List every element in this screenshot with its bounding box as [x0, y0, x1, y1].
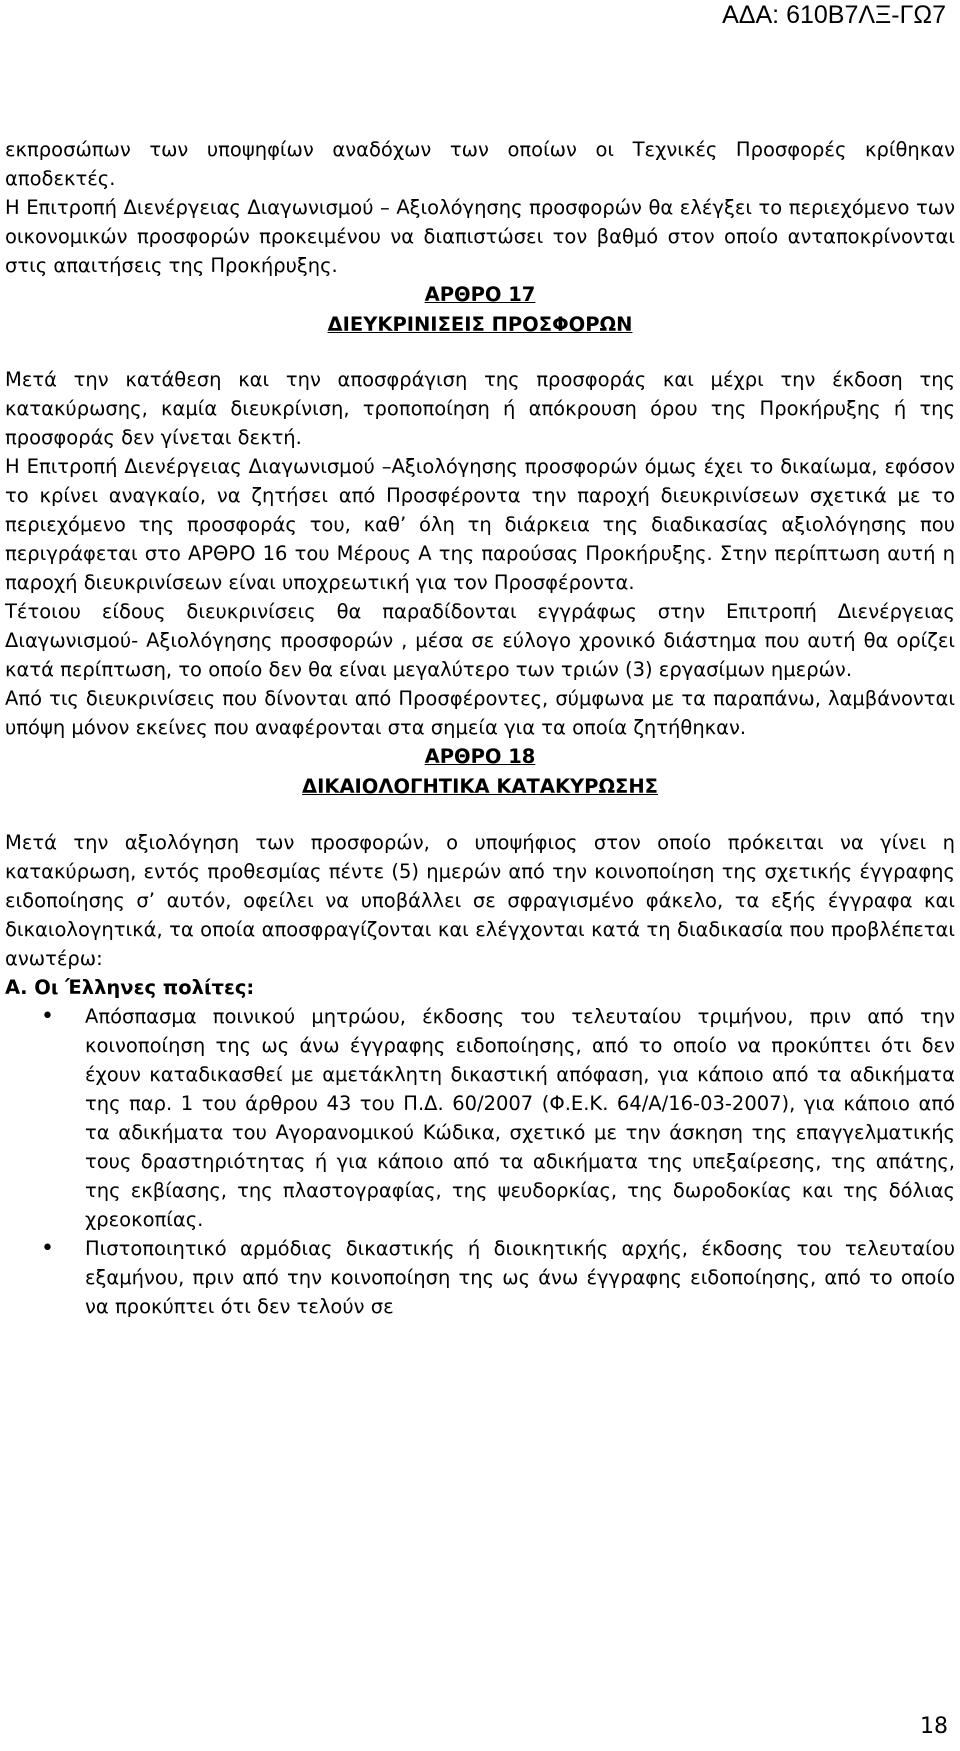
list-item	[5, 1002, 955, 1234]
requirements-list	[5, 1002, 955, 1321]
bullet-icon: •	[41, 1236, 54, 1261]
bullet-icon: •	[41, 1004, 54, 1029]
list-item-text: Πιστοποιητικό αρμόδιας δικαστικής ή διοικητικής αρχής, έκδοσης του τελευταίου εξαμήνου, πριν από την κοινοποίηση της ως άνω έγγραφης ειδοποίησης, από το οποίο να προκύπτει ότι δεν τελούν σε	[85, 1237, 955, 1318]
article-17-paragraph: Τέτοιου είδους διευκρινίσεις θα παραδίδονται εγγράφως στην Επιτροπή Διενέργειας Διαγωνισμού- Αξιολόγησης προσφορών , μέσα σε εύλογο χρονικό διάστημα που αυτή θα ορίζει κατά περίπτωση, το οποίο δεν θα είναι μεγαλύτερο των τριών (3) εργασίμων ημερών.	[5, 600, 955, 681]
article-18-intro: Μετά την αξιολόγηση των προσφορών, ο υποψήφιος στον οποίο πρόκειται να γίνει η κατακύρωση, εντός προθεσμίας πέντε (5) ημερών από την κοινοποίηση της σχετικής έγγραφης ειδοποίησης σ’ αυτόν, οφείλει να υποβάλλει σε σφραγισμένο φάκελο, τα εξής έγγραφα και δικαιολογητικά, τα οποία αποσφραγίζονται και ελέγχονται κατά τη διαδικασία που προβλέπεται ανωτέρω:	[5, 831, 955, 970]
article-17-paragraph: Μετά την κατάθεση και την αποσφράγιση της προσφοράς και μέχρι την έκδοση της κατακύρωσης, καμία διευκρίνιση, τροποποίηση ή απόκρουση όρου της Προκήρυξης ή της προσφοράς δεν γίνεται δεκτή.	[5, 368, 955, 449]
ada-code: ΑΔΑ: 610Β7ΛΞ-ΓΩ7	[722, 1, 946, 29]
document-body	[5, 135, 955, 1321]
article-17-paragraph: Η Επιτροπή Διενέργειας Διαγωνισμού –Αξιολόγησης προσφορών όμως έχει το δικαίωμα, εφόσον το κρίνει αναγκαίο, να ζητήσει από Προσφέροντα την παροχή διευκρινίσεων σχετικά με το περιεχόμενο της προσφοράς του, καθ’ όλη τη διάρκεια της διαδικασίας αξιολόγησης που περιγράφεται στο ΑΡΘΡΟ 16 του Μέρους Α της παρούσας Προκήρυξης. Στην περίπτωση αυτή η παροχή διευκρινίσεων είναι υποχρεωτική για τον Προσφέροντα.	[5, 455, 955, 594]
greek-citizens-subheading: Α. Οι Έλληνες πολίτες:	[5, 976, 255, 999]
article-18-number: ΑΡΘΡΟ 18	[424, 745, 536, 768]
intro-paragraph: Η Επιτροπή Διενέργειας Διαγωνισμού – Αξιολόγησης προσφορών θα ελέγξει το περιεχόμενο των οικονομικών προσφορών προκειμένου να διαπιστώσει τον βαθμό στον οποίο ανταποκρίνονται στις απαιτήσεις της Προκήρυξης.	[5, 196, 955, 277]
intro-paragraph: εκπροσώπων των υποψηφίων αναδόχων των οποίων οι Τεχνικές Προσφορές κρίθηκαν αποδεκτές.	[5, 138, 955, 190]
list-item	[5, 1234, 955, 1321]
article-17-number: ΑΡΘΡΟ 17	[424, 283, 536, 306]
article-18-body	[5, 828, 955, 1321]
article-17-body	[5, 365, 955, 742]
article-17-paragraph: Από τις διευκρινίσεις που δίνονται από Προσφέροντες, σύμφωνα με τα παραπάνω, λαμβάνονται υπόψη μόνον εκείνες που αναφέρονται στα σημεία για τα οποία ζητήθηκαν.	[5, 687, 955, 739]
article-18-title: ΔΙΚΑΙΟΛΟΓΗΤΙΚΑ ΚΑΤΑΚΥΡΩΣΗΣ	[302, 775, 658, 798]
article-17-title: ΔΙΕΥΚΡΙΝΙΣΕΙΣ ΠΡΟΣΦΟΡΩΝ	[327, 313, 633, 336]
page-number: 18	[920, 1714, 948, 1739]
list-item-text: Απόσπασμα ποινικού μητρώου, έκδοσης του τελευταίου τριμήνου, πριν από την κοινοποίηση της ως άνω έγγραφης ειδοποίησης, από το οποίο να προκύπτει ότι δεν έχουν καταδικασθεί με αμετάκλητη δικαστική απόφαση, για κάποιο από τα αδικήματα της παρ. 1 του άρθρου 43 του Π.Δ. 60/2007 (Φ.Ε.Κ. 64/Α/16-03-2007), για κάποιο από τα αδικήματα του Αγορανομικού Κώδικα, σχετικό με την άσκηση της επαγγελματικής τους δραστηριότητας ή για κάποιο από τα αδικήματα της υπεξαίρεσης, της απάτης, της εκβίασης, της πλαστογραφίας, της ψευδορκίας, της δωροδοκίας και της δόλιας χρεοκοπίας.	[85, 1005, 955, 1231]
